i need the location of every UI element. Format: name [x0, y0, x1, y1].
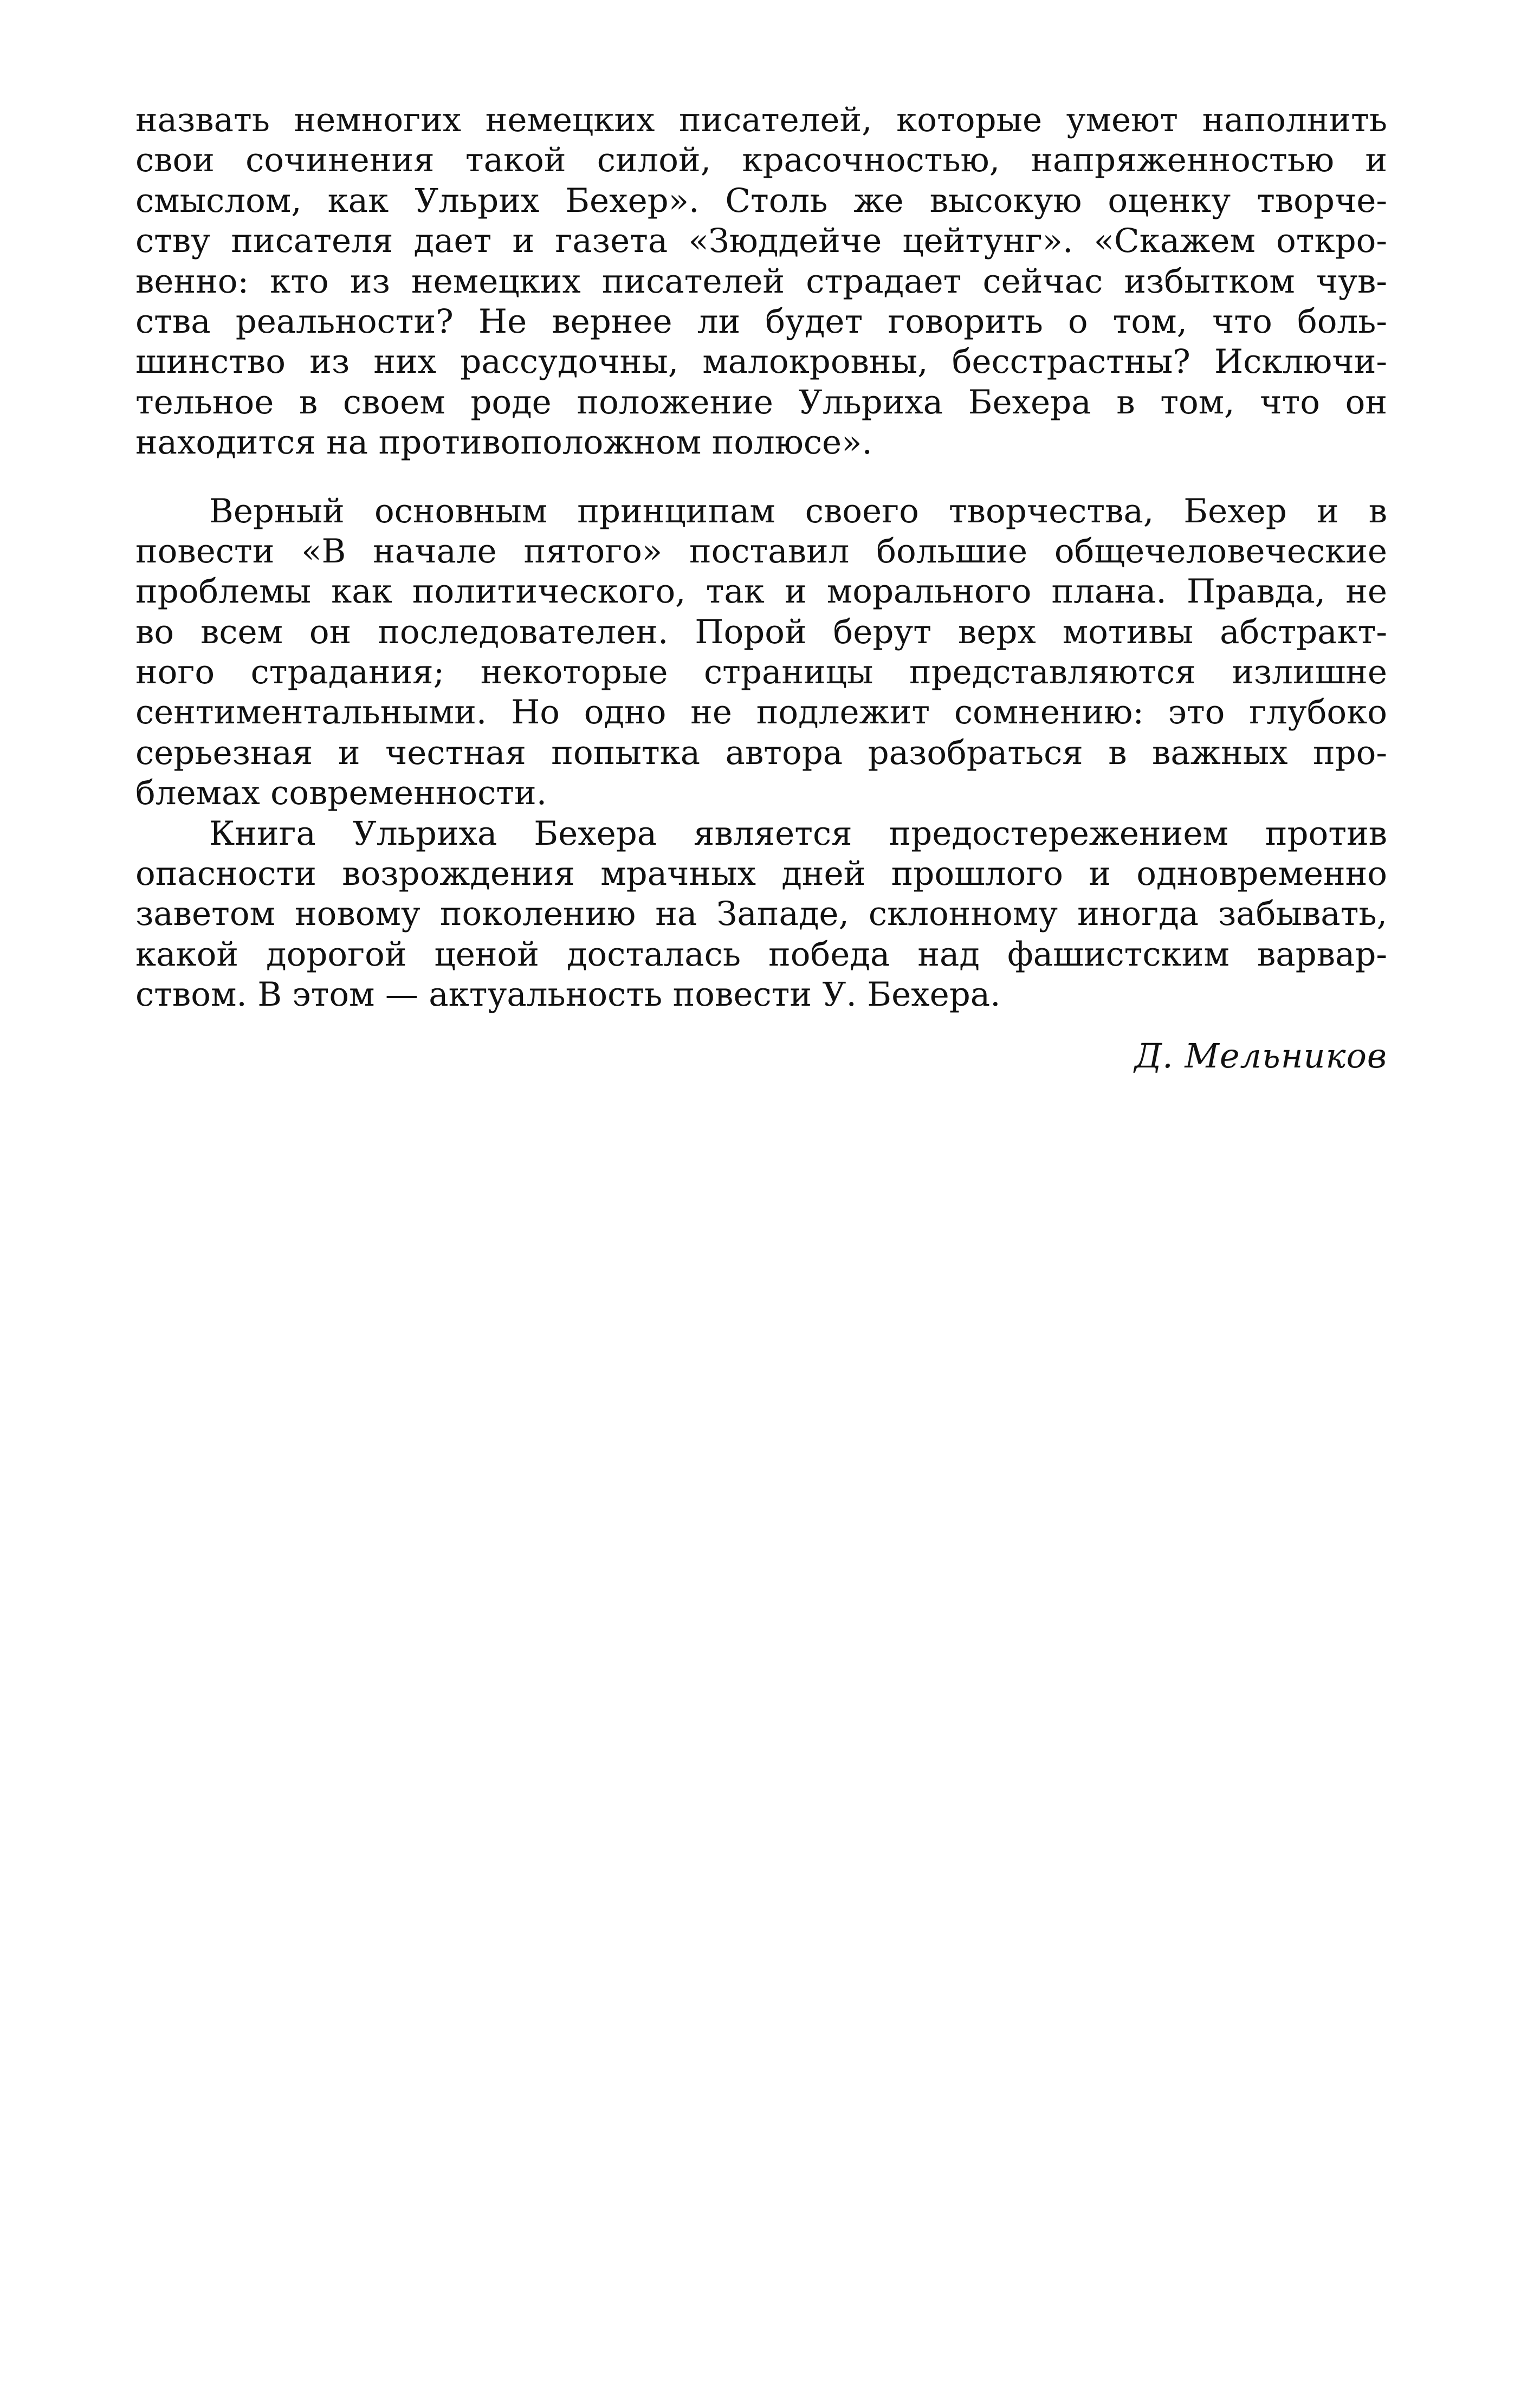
- text-line: ству писателя дает и газета «Зюддейче цейтунг». «Скажем откро-: [135, 222, 1387, 261]
- author-signature: Д. Мельников: [1134, 1036, 1387, 1076]
- text-line: венно: кто из немецких писателей страдает сейчас избытком чув-: [135, 262, 1387, 301]
- text-line: опасности возрождения мрачных дней прошлого и одновременно: [135, 855, 1387, 894]
- text-line: блемах современности.: [135, 774, 547, 813]
- text-line: смыслом, как Ульрих Бехер». Столь же высокую оценку творче-: [135, 181, 1387, 220]
- text-line: тельное в своем роде положение Ульриха Бехера в том, что он: [135, 383, 1387, 422]
- text-line: ством. В этом — актуальность повести У. Бехера.: [135, 975, 1001, 1014]
- text-line: Книга Ульриха Бехера является предостережением против: [209, 814, 1387, 853]
- text-line: ства реальности? Не вернее ли будет говорить о том, что боль-: [135, 302, 1387, 341]
- text-line: назвать немногих немецких писателей, которые умеют наполнить: [135, 101, 1387, 139]
- paragraph-3: [135, 814, 1387, 1015]
- paragraph-gap: [135, 463, 1387, 491]
- text-line: серьезная и честная попытка автора разобраться в важных про-: [135, 733, 1387, 772]
- text-line: шинство из них рассудочны, малокровны, бесстрастны? Исключи-: [135, 342, 1387, 381]
- paragraph-2: [135, 491, 1387, 814]
- paragraph-1: [135, 100, 1387, 463]
- text-line: какой дорогой ценой досталась победа над фашистским варвар-: [135, 935, 1387, 974]
- text-line: находится на противоположном полюсе».: [135, 423, 872, 462]
- text-line: повести «В начале пятого» поставил большие общечеловеческие: [135, 532, 1387, 571]
- text-line: заветом новому поколению на Западе, склонному иногда забывать,: [135, 895, 1387, 934]
- text-line: Верный основным принципам своего творчества, Бехер и в: [209, 491, 1387, 530]
- text-line: ного страдания; некоторые страницы представляются излишне: [135, 653, 1387, 692]
- text-line: проблемы как политического, так и морального плана. Правда, не: [135, 572, 1387, 611]
- body-text: [135, 100, 1387, 1015]
- text-line: во всем он последователен. Порой берут верх мотивы абстракт-: [135, 612, 1387, 651]
- text-line: сентиментальными. Но одно не подлежит сомнению: это глубоко: [135, 693, 1387, 732]
- text-line: свои сочинения такой силой, красочностью, напряженностью и: [135, 141, 1387, 180]
